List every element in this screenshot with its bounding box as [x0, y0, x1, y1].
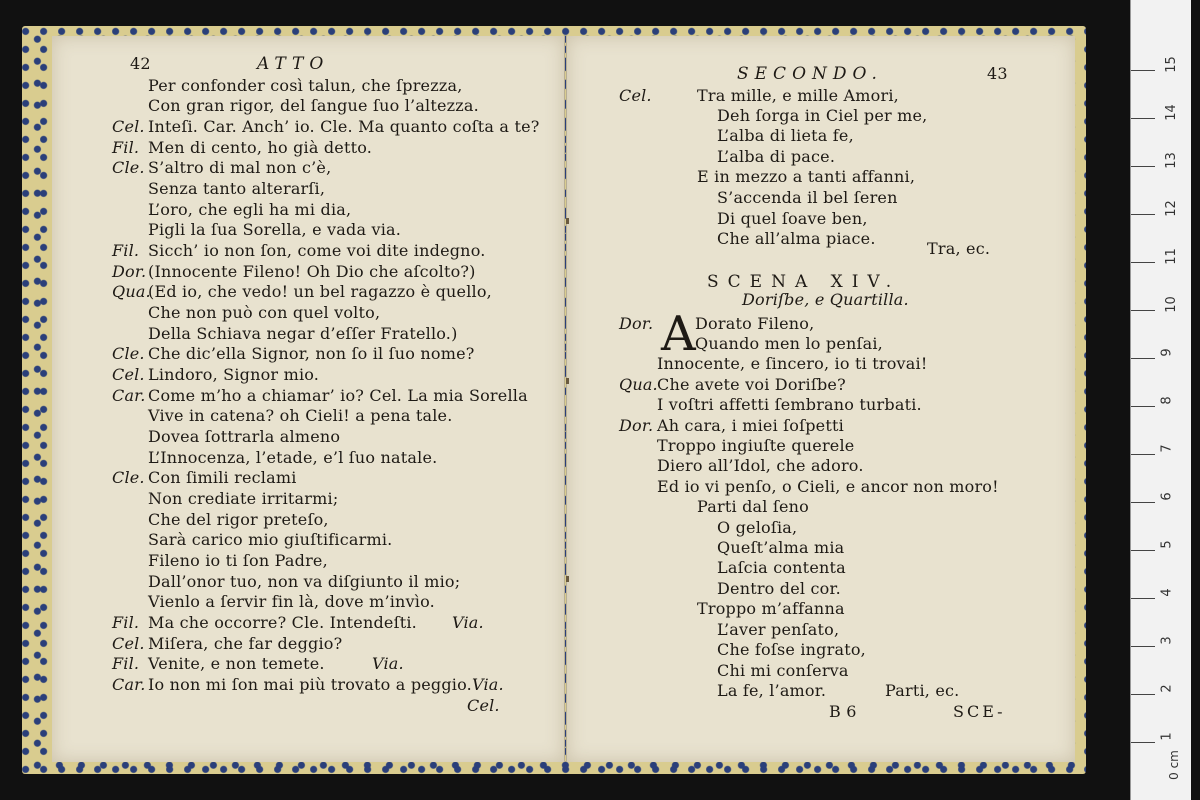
- speaker: Cel.: [112, 365, 145, 384]
- verse-line: Che all’alma piace.: [717, 229, 876, 248]
- ruler-tick: [1131, 742, 1155, 743]
- verse-line: Ed io vi penſo, o Cieli, e ancor non moro!: [657, 477, 999, 496]
- speaker: Cel.: [112, 634, 145, 653]
- verse-line: (Innocente Fileno! Oh Dio che aſcolto?): [148, 262, 476, 281]
- verse-line: L’alba di lieta fe,: [717, 126, 854, 145]
- verse-line: Ah cara, i miei ſoſpetti: [657, 416, 844, 435]
- signature-mark: B 6: [829, 702, 857, 721]
- ruler-number: 6: [1159, 492, 1175, 501]
- verse-line: Innocente, e ſincero, io ti trovai!: [657, 354, 928, 373]
- verse-line: Come m’ho a chiamar’ io? Cel. La mia Sorella: [148, 386, 528, 405]
- verse-line: Dovea ſottrarla almeno: [148, 427, 341, 446]
- verse-line: Pigli la ſua Sorella, e vada via.: [148, 220, 402, 239]
- right-page: [566, 36, 1075, 762]
- ruler-number: 7: [1159, 444, 1175, 453]
- verse-line: La fe, l’amor.: [717, 681, 827, 700]
- verse-line: Queſt’alma mia: [717, 538, 845, 557]
- verse-line: Sarà carico mio giuſtificarmi.: [148, 530, 393, 549]
- ruler-number: 9: [1159, 348, 1175, 357]
- verse-line: Men di cento, ho già detto.: [148, 138, 373, 157]
- verse-line: Vive in catena? oh Cieli! a pena tale.: [148, 406, 453, 425]
- verse-line: Non crediate irritarmi;: [148, 489, 339, 508]
- ruler-tick: [1131, 598, 1155, 599]
- stage-direction: Via.: [372, 654, 404, 673]
- ruler-tick: [1131, 502, 1155, 503]
- ruler-number: 3: [1159, 636, 1175, 645]
- verse-line: E in mezzo a tanti affanni,: [697, 167, 916, 186]
- ruler-number: 5: [1159, 540, 1175, 549]
- verse-line: L’alba di pace.: [717, 147, 836, 166]
- ruler-number: 13: [1163, 152, 1179, 169]
- ruler-number: 14: [1163, 104, 1179, 121]
- ruler-number: 1: [1159, 732, 1175, 741]
- speaker: Fil.: [112, 241, 140, 260]
- catchword: Cel.: [467, 696, 500, 715]
- da-capo: Parti, ec.: [885, 681, 960, 700]
- drop-cap: A: [661, 306, 696, 362]
- speaker: Fil.: [112, 613, 140, 632]
- ruler-tick: [1131, 310, 1155, 311]
- ruler-unit: 0 cm: [1166, 750, 1181, 780]
- running-head: SECONDO.: [737, 64, 883, 84]
- verse-line: Deh ſorga in Ciel per me,: [717, 106, 928, 125]
- ruler-tick: [1131, 166, 1155, 167]
- verse-line: Della Schiava negar d’eſſer Fratello.): [148, 324, 458, 343]
- verse-line: Che avete voi Doriſbe?: [657, 375, 846, 394]
- verse-line: Che del rigor preteſo,: [148, 510, 329, 529]
- verse-line: Che non può con quel volto,: [148, 303, 381, 322]
- ruler-tick: [1131, 118, 1155, 119]
- verse-line: (Ed io, che vedo! un bel ragazzo è quello,: [148, 282, 492, 301]
- binding-stitch: [566, 218, 569, 224]
- speaker: Car.: [112, 675, 146, 694]
- page-number: 43: [987, 64, 1008, 83]
- speaker: Qua.: [112, 282, 151, 301]
- left-page: [52, 36, 565, 762]
- verse-line: Dall’onor tuo, non va diſgiunto il mio;: [148, 572, 461, 591]
- catchword: SCE-: [953, 702, 1006, 721]
- speaker: Cle.: [112, 158, 145, 177]
- ruler-tick: [1131, 358, 1155, 359]
- verse-line: L’Innocenza, l’etade, e’l ſuo natale.: [148, 448, 438, 467]
- verse-line: Parti dal ſeno: [697, 497, 809, 516]
- speaker: Car.: [112, 386, 146, 405]
- ruler-tick: [1131, 406, 1155, 407]
- speaker: Fil.: [112, 654, 140, 673]
- verse-line: Con ſimili reclami: [148, 468, 297, 487]
- verse-line: Dentro del cor.: [717, 579, 841, 598]
- verse-line: Troppo ingiuſte querele: [657, 436, 855, 455]
- verse-line: Che dic’ella Signor, non ſo il ſuo nome?: [148, 344, 475, 363]
- ruler-tick: [1131, 550, 1155, 551]
- verse-line: Troppo m’affanna: [697, 599, 845, 618]
- verse-line: Dorato Fileno,: [695, 314, 815, 333]
- ruler-tick: [1131, 646, 1155, 647]
- verse-line: Venite, e non temete.: [148, 654, 325, 673]
- speaker: Dor.: [619, 416, 654, 435]
- ruler-number: 4: [1159, 588, 1175, 597]
- verse-line: Fileno io ti ſon Padre,: [148, 551, 328, 570]
- ruler-tick: [1131, 214, 1155, 215]
- verse-line: Che foſse ingrato,: [717, 640, 866, 659]
- speaker: Dor.: [112, 262, 147, 281]
- scene-characters: Doriſbe, e Quartilla.: [742, 290, 909, 309]
- verse-line: Lindoro, Signor mio.: [148, 365, 320, 384]
- scene-title: SCENA XIV.: [707, 272, 901, 292]
- ruler-number: 15: [1163, 56, 1179, 73]
- verse-line: Sicch’ io non ſon, come voi dite indegno.: [148, 241, 486, 260]
- verse-line: Vienlo a ſervir fin là, dove m’invìo.: [148, 592, 435, 611]
- ruler-tick: [1131, 70, 1155, 71]
- speaker: Cle.: [112, 344, 145, 363]
- verse-line: L’aver penſato,: [717, 620, 840, 639]
- measuring-ruler: [1130, 0, 1191, 800]
- verse-line: Quando men lo penſai,: [695, 334, 883, 353]
- binding-stitch: [566, 576, 569, 582]
- binding-stitch: [566, 378, 569, 384]
- verse-line: Ma che occorre? Cle. Intendeſti.: [148, 613, 417, 632]
- speaker: Cel.: [619, 86, 652, 105]
- ruler-number: 11: [1163, 248, 1179, 265]
- verse-line: S’altro di mal non c’è,: [148, 158, 332, 177]
- stage-direction: Via.: [472, 675, 504, 694]
- ruler-number: 12: [1163, 200, 1179, 217]
- verse-line: I voſtri affetti ſembrano turbati.: [657, 395, 922, 414]
- verse-line: Inteſi. Car. Anch’ io. Cle. Ma quanto coſta a te?: [148, 117, 540, 136]
- ruler-number: 2: [1159, 684, 1175, 693]
- verse-line: Per confonder così talun, che ſprezza,: [148, 76, 463, 95]
- verse-line: L’oro, che egli ha mi dia,: [148, 200, 352, 219]
- verse-line: Chi mi conſerva: [717, 661, 849, 680]
- verse-line: Diero all’Idol, che adoro.: [657, 456, 864, 475]
- verse-line: Io non mi ſon mai più trovato a peggio.: [148, 675, 472, 694]
- speaker: Cel.: [112, 117, 145, 136]
- ruler-tick: [1131, 694, 1155, 695]
- ruler-tick: [1131, 454, 1155, 455]
- verse-line: S’accenda il bel ſeren: [717, 188, 898, 207]
- page-number: 42: [130, 54, 151, 73]
- ruler-tick: [1131, 262, 1155, 263]
- running-head: ATTO: [257, 54, 330, 74]
- ruler-number: 8: [1159, 396, 1175, 405]
- verse-line: Laſcia contenta: [717, 558, 846, 577]
- ruler-number: 10: [1163, 296, 1179, 313]
- verse-line: Di quel ſoave ben,: [717, 209, 868, 228]
- speaker: Dor.: [619, 314, 654, 333]
- verse-line: Senza tanto alterarſi,: [148, 179, 326, 198]
- speaker: Fil.: [112, 138, 140, 157]
- speaker: Qua.: [619, 375, 658, 394]
- speaker: Cle.: [112, 468, 145, 487]
- verse-line: O geloſia,: [717, 518, 798, 537]
- verse-line: Tra mille, e mille Amori,: [697, 86, 899, 105]
- verse-line: Miſera, che far deggio?: [148, 634, 343, 653]
- stage-direction: Via.: [452, 613, 484, 632]
- verse-line: Con gran rigor, del ſangue ſuo l’altezza.: [148, 96, 479, 115]
- da-capo: Tra, ec.: [927, 239, 991, 258]
